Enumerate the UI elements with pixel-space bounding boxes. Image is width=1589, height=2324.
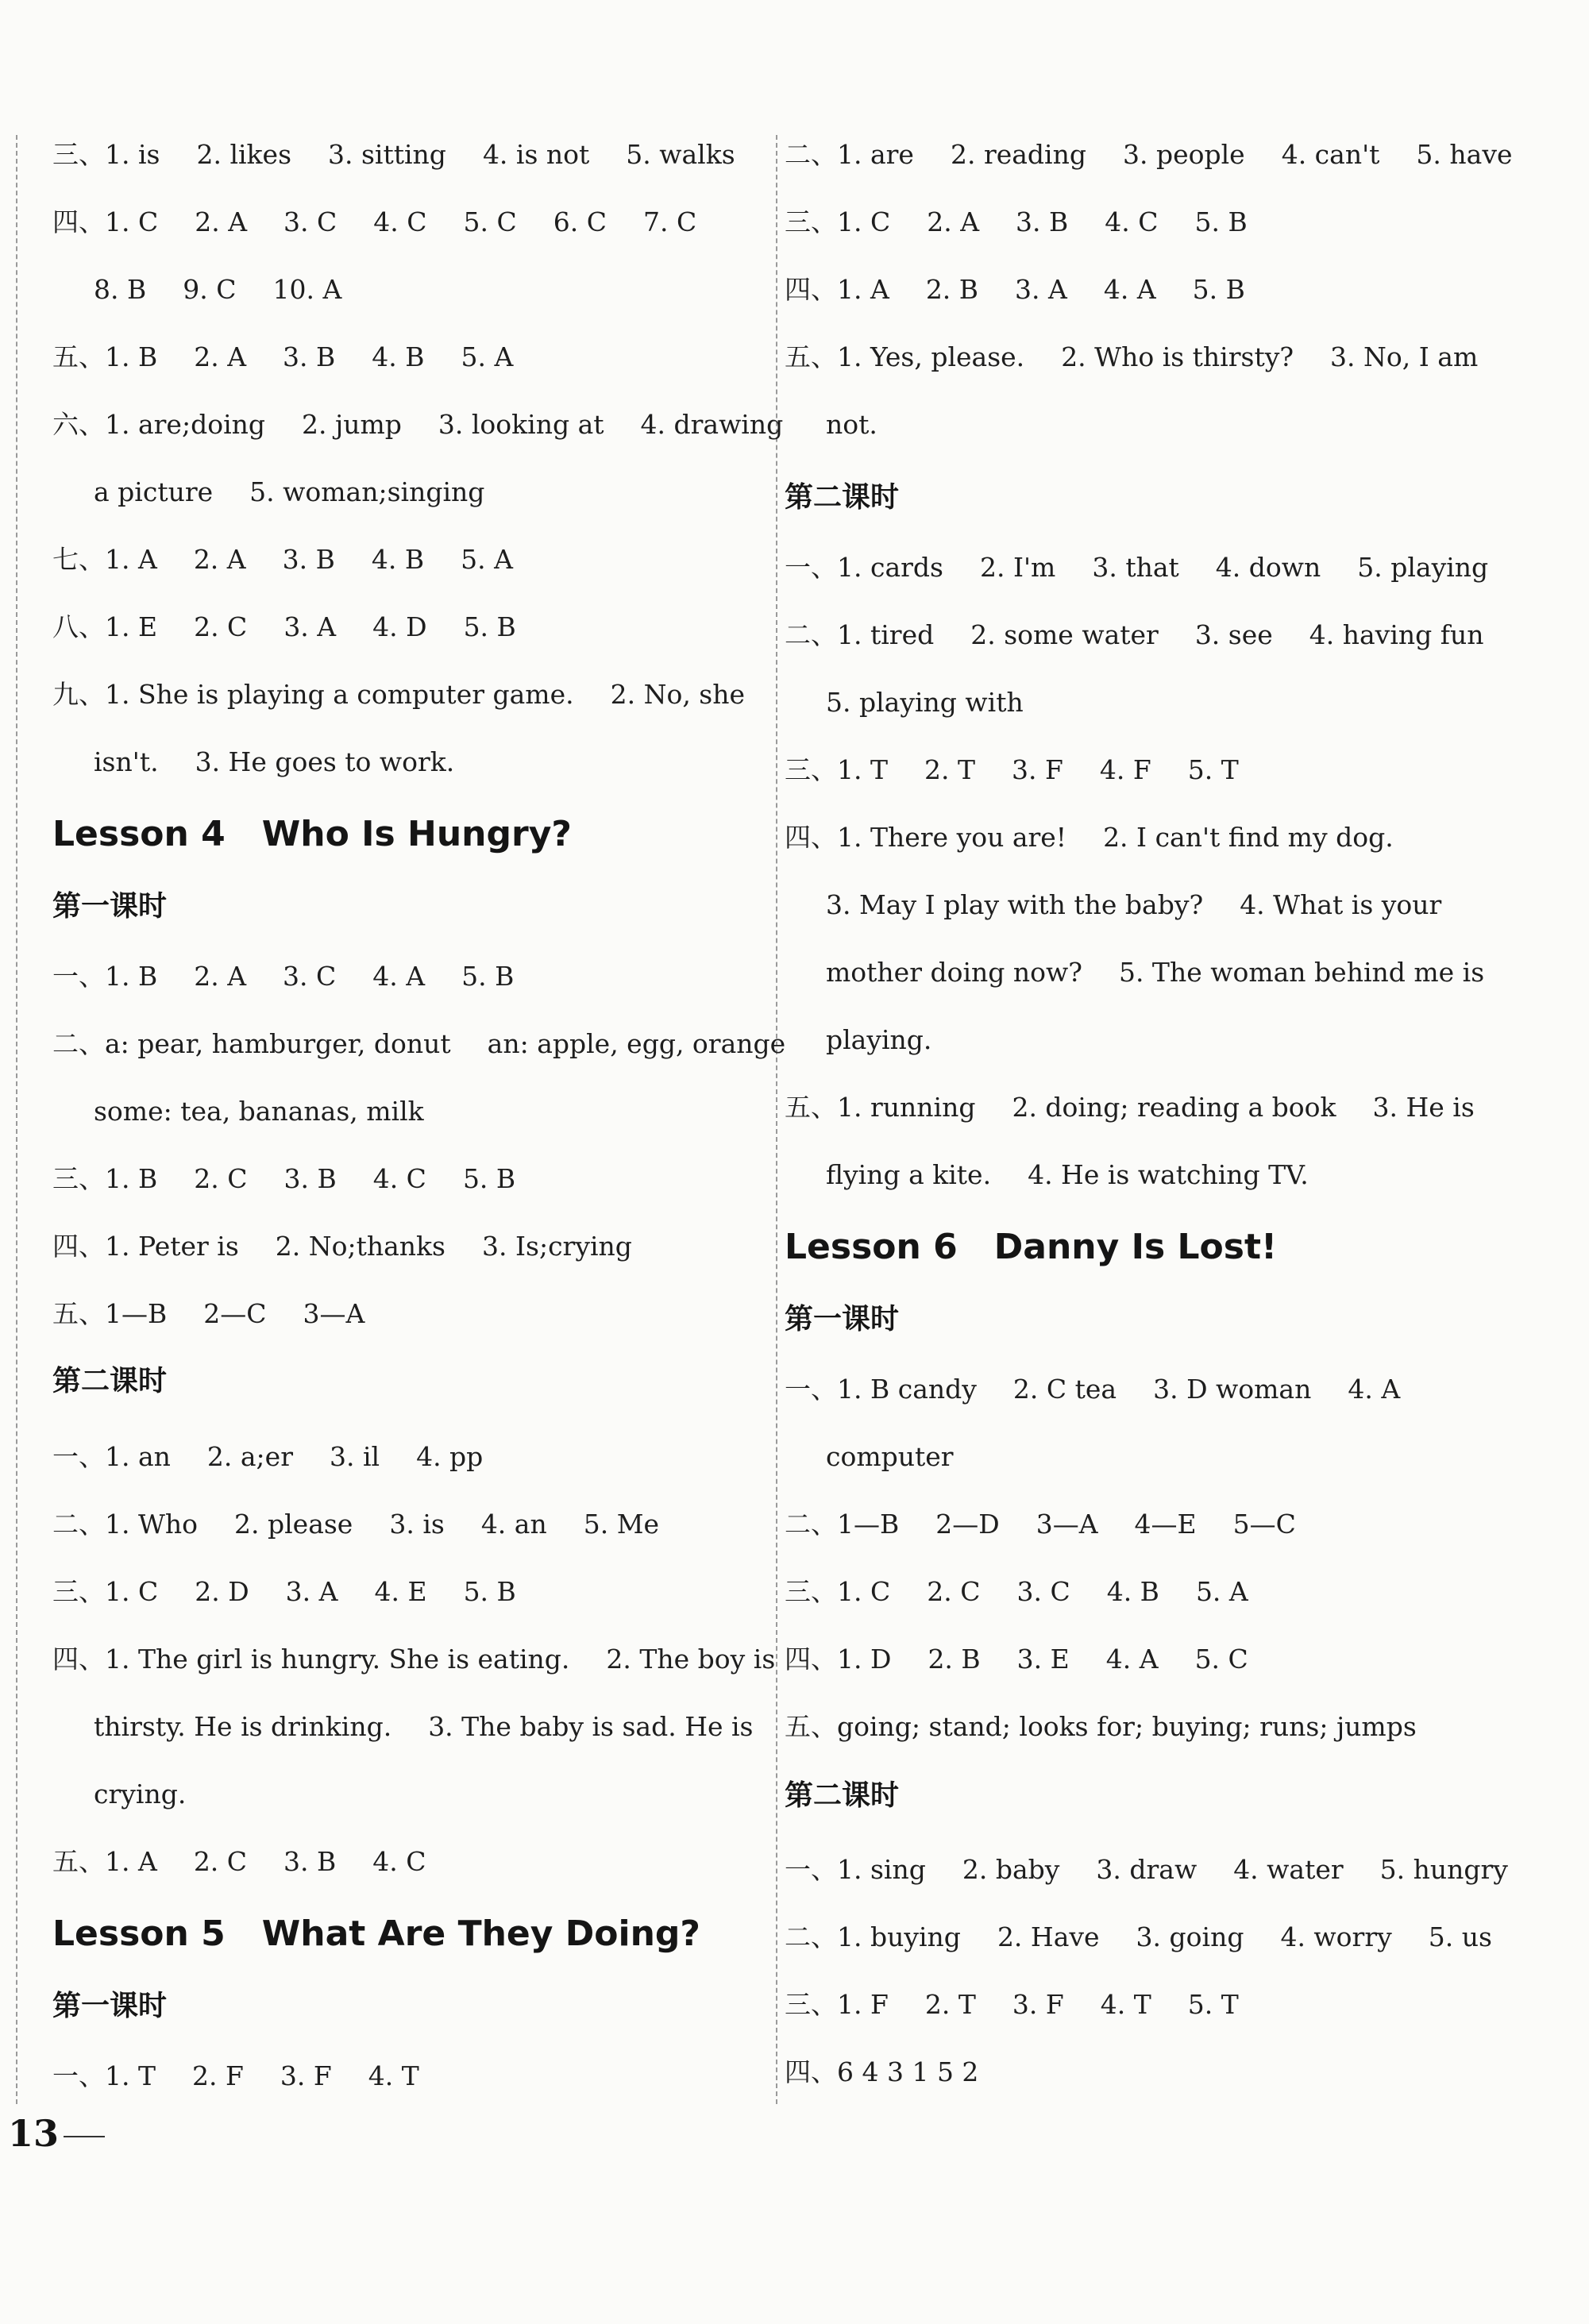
answer-item: 5. hungry	[1379, 1854, 1508, 1885]
answer-item: 3. No, I am	[1330, 341, 1479, 372]
answer-item: 4. A	[1105, 1644, 1159, 1675]
answer-item: 二、1. Who	[52, 1509, 199, 1540]
answer-item: 4. T	[368, 2060, 419, 2091]
answer-line	[826, 889, 1441, 921]
answer-item: 八、1. E	[52, 611, 158, 642]
answer-item: 3. is	[389, 1509, 445, 1540]
answer-item: 3. looking at	[438, 409, 604, 440]
answer-item: 4. can't	[1281, 139, 1380, 170]
answer-item: thirsty. He is drinking.	[94, 1711, 392, 1742]
answer-item: 5. C	[1194, 1644, 1248, 1675]
answer-item: 二、1. tired	[785, 619, 935, 650]
answer-item: 3. Is;crying	[482, 1231, 632, 1262]
answer-item: 3. B	[1016, 206, 1069, 237]
answer-item: 四、1. Peter is	[52, 1231, 239, 1262]
answer-item: 四、1. The girl is hungry. She is eating.	[52, 1644, 570, 1675]
answer-line	[785, 822, 1394, 854]
answer-item: 4. F	[1099, 754, 1151, 785]
answer-item: flying a kite.	[826, 1159, 992, 1190]
answer-item: 3. May I play with the baby?	[826, 889, 1204, 920]
answer-item: 3. B	[283, 341, 336, 372]
answer-line	[785, 341, 1478, 373]
answer-item: 4. A	[1103, 274, 1156, 305]
answer-item: 四、1. D	[785, 1644, 892, 1675]
answer-line	[785, 1921, 1492, 1953]
answer-item: 三、1. B	[52, 1163, 158, 1194]
answer-line	[52, 1644, 775, 1675]
answer-item: 2. T	[924, 1989, 976, 2020]
answer-item: 2. A	[195, 206, 248, 237]
answer-item: 4. drawing	[640, 409, 784, 440]
answer-item: 一、1. sing	[785, 1854, 926, 1885]
answer-line	[785, 1092, 1475, 1123]
answer-line	[826, 1159, 1309, 1191]
answer-item: 3. He is	[1372, 1092, 1475, 1123]
answer-item: 2. C	[193, 1846, 248, 1877]
answer-item: 7. C	[642, 206, 697, 237]
answer-item: 二、1. are	[785, 139, 914, 170]
answer-item: 4. B	[372, 341, 425, 372]
answer-line	[52, 409, 783, 441]
answer-item: 四、6 4 3 1 5 2	[785, 2056, 979, 2087]
lesson-6-heading	[785, 1227, 1277, 1268]
answer-item: 2—D	[935, 1509, 1000, 1540]
answer-line	[785, 754, 1239, 786]
section-heading: 第二课时	[785, 1779, 900, 1812]
answer-line	[785, 206, 1248, 238]
answer-item: 四、1. A	[785, 274, 889, 305]
answer-item: 3. A	[285, 1576, 338, 1607]
answer-item: 4. E	[374, 1576, 427, 1607]
answer-line	[94, 1779, 186, 1810]
answer-item: 三、1. C	[52, 1576, 159, 1607]
lesson-number: Lesson 5	[52, 1914, 226, 1954]
answer-item: 5. B	[462, 1163, 516, 1194]
answer-item: 2. No, she	[610, 679, 746, 710]
answer-item: 5. A	[461, 544, 513, 575]
answer-item: an: apple, egg, orange	[487, 1028, 786, 1059]
answer-item: 2. A	[193, 544, 246, 575]
answer-item: 2. No;thanks	[275, 1231, 445, 1262]
answer-item: 3. C	[1016, 1576, 1070, 1607]
answer-item: 二、1—B	[785, 1509, 900, 1540]
answer-item: 2—C	[203, 1298, 267, 1329]
answer-item: 6. C	[553, 206, 607, 237]
answer-item: 2. C	[194, 611, 248, 642]
answer-item: 一、1. B	[52, 961, 158, 992]
answer-item: 三、1. is	[52, 139, 160, 170]
answer-line	[826, 687, 1024, 719]
answer-item: 2. The boy is	[606, 1644, 776, 1675]
answer-item: mother doing now?	[826, 957, 1082, 988]
answer-item: 2. F	[192, 2060, 244, 2091]
answer-item: a picture	[94, 476, 214, 507]
answer-item: 2. baby	[962, 1854, 1060, 1885]
answer-item: 3—A	[1036, 1509, 1098, 1540]
answer-line	[826, 1024, 931, 1056]
answer-item: 5. B	[461, 961, 515, 992]
answer-line	[826, 409, 877, 441]
answer-item: 8. B	[94, 274, 147, 305]
answer-item: 5. playing	[1357, 552, 1489, 583]
answer-item: 5. The woman behind me is	[1118, 957, 1485, 988]
answer-item: 2. C tea	[1012, 1374, 1117, 1405]
answer-item: 2. doing; reading a book	[1012, 1092, 1336, 1123]
answer-item: 三、1. F	[785, 1989, 889, 2020]
answer-item: not.	[826, 409, 877, 440]
answer-line	[52, 1298, 364, 1330]
answer-item: some: tea, bananas, milk	[94, 1096, 424, 1127]
answer-item: 4. C	[372, 1846, 426, 1877]
answer-item: 4—E	[1134, 1509, 1197, 1540]
answer-item: 4. C	[372, 1163, 426, 1194]
answer-item: 5. B	[1192, 274, 1245, 305]
answer-line	[94, 1096, 424, 1127]
answer-item: 3. B	[283, 1846, 337, 1877]
answer-item: 5. A	[461, 341, 514, 372]
answer-item: 2. jump	[302, 409, 402, 440]
answer-line	[52, 1163, 515, 1195]
answer-item: 4. T	[1100, 1989, 1151, 2020]
answer-item: 3. going	[1136, 1921, 1244, 1952]
answer-item: 二、a: pear, hamburger, donut	[52, 1028, 451, 1059]
answer-item: 3. F	[1012, 754, 1063, 785]
answer-line	[94, 274, 341, 306]
answer-item: 4. B	[1106, 1576, 1159, 1607]
answer-line	[52, 611, 516, 643]
answer-item: 2. Have	[997, 1921, 1100, 1952]
answer-item: 4. pp	[416, 1441, 484, 1472]
answer-item: 2. A	[194, 961, 247, 992]
answer-item: 4. down	[1215, 552, 1321, 583]
answer-item: 5. B	[1194, 206, 1248, 237]
answer-line	[52, 1576, 516, 1608]
answer-item: 5. walks	[626, 139, 735, 170]
answer-item: 9. C	[183, 274, 237, 305]
answer-item: 四、1. There you are!	[785, 822, 1067, 853]
answer-item: 10. A	[272, 274, 342, 305]
answer-item: 3. D woman	[1153, 1374, 1312, 1405]
page-number-rule	[64, 2136, 105, 2137]
answer-item: 5. Me	[583, 1509, 660, 1540]
answer-line	[785, 2056, 978, 2088]
answer-item: 3. C	[283, 961, 337, 992]
answer-item: 五、going; stand; looks for; buying; runs; jumps	[785, 1711, 1417, 1742]
answer-line	[94, 1711, 753, 1743]
answer-item: 4. B	[371, 544, 425, 575]
answer-item: 3. B	[283, 1163, 337, 1194]
answer-line	[785, 1711, 1417, 1743]
answer-item: 4. A	[1348, 1374, 1401, 1405]
answer-item: 三、1. C	[785, 1576, 891, 1607]
answer-item: 一、1. an	[52, 1441, 171, 1472]
answer-item: 五、1. running	[785, 1092, 976, 1123]
answer-item: 三、1. C	[785, 206, 891, 237]
answer-item: 2. reading	[950, 139, 1086, 170]
lesson-4-heading	[52, 814, 572, 855]
answer-item: 3. F	[280, 2060, 332, 2091]
answer-line	[52, 1231, 632, 1262]
answer-item: 九、1. She is playing a computer game.	[52, 679, 574, 710]
answer-item: 3. E	[1016, 1644, 1070, 1675]
answer-line	[52, 139, 735, 171]
answer-item: crying.	[94, 1779, 187, 1809]
answer-line	[785, 552, 1488, 584]
answer-item: 五、1—B	[52, 1298, 168, 1329]
answer-item: 五、1. A	[52, 1846, 157, 1877]
answer-line	[52, 1028, 785, 1060]
answer-item: 3. people	[1122, 139, 1245, 170]
answer-line	[52, 679, 745, 711]
answer-item: 5. B	[463, 611, 516, 642]
section-heading: 第一课时	[52, 1990, 168, 2022]
answer-item: 3. see	[1194, 619, 1273, 650]
page-number: 13	[8, 2112, 60, 2155]
answer-line	[785, 274, 1245, 306]
answer-line	[826, 957, 1484, 989]
answer-item: 2. B	[928, 1644, 981, 1675]
answer-item: 4. A	[372, 961, 426, 992]
answer-item: 5. T	[1187, 1989, 1239, 2020]
answer-item: 3. that	[1092, 552, 1179, 583]
answer-line	[52, 1441, 483, 1473]
answer-item: 4. D	[372, 611, 427, 642]
answer-item: 4. worry	[1280, 1921, 1392, 1952]
section-heading: 第一课时	[785, 1303, 900, 1335]
answer-item: 一、1. T	[52, 2060, 156, 2091]
answer-item: 2. some water	[970, 619, 1159, 650]
answer-item: isn't.	[94, 746, 159, 777]
answer-item: 5. C	[463, 206, 517, 237]
answer-item: 七、1. A	[52, 544, 157, 575]
answer-item: 3. The baby is sad. He is	[428, 1711, 754, 1742]
answer-item: 5. T	[1187, 754, 1239, 785]
answer-item: 二、1. buying	[785, 1921, 961, 1952]
answer-item: 3. A	[1015, 274, 1067, 305]
answer-item: 3. draw	[1096, 1854, 1198, 1885]
answer-item: 五、1. Yes, please.	[785, 341, 1025, 372]
answer-line	[52, 544, 513, 576]
answer-item: 一、1. B candy	[785, 1374, 977, 1405]
answer-line	[785, 1374, 1400, 1405]
lesson-title: Danny Is Lost!	[993, 1227, 1278, 1267]
answer-item: 5. us	[1428, 1921, 1492, 1952]
answer-item: 2. I'm	[979, 552, 1056, 583]
answer-item: computer	[826, 1441, 954, 1472]
answer-item: 3. B	[282, 544, 335, 575]
answer-item: 3. sitting	[328, 139, 446, 170]
answer-item: 3. C	[283, 206, 337, 237]
lesson-5-heading	[52, 1914, 700, 1955]
answer-item: 4. an	[480, 1509, 547, 1540]
section-heading: 第二课时	[785, 481, 900, 514]
answer-item: playing.	[826, 1024, 932, 1055]
answer-item: 2. D	[195, 1576, 249, 1607]
answer-line	[785, 139, 1513, 171]
answer-item: 四、1. C	[52, 206, 159, 237]
answer-item: 三、1. T	[785, 754, 888, 785]
answer-line	[785, 1644, 1248, 1675]
answer-item: 5. A	[1195, 1576, 1248, 1607]
answer-item: 3. il	[329, 1441, 380, 1472]
answer-item: 2. T	[924, 754, 975, 785]
answer-item: 2. A	[194, 341, 247, 372]
answer-item: 2. Who is thirsty?	[1061, 341, 1294, 372]
answer-item: 4. C	[1105, 206, 1159, 237]
answer-item: 2. I can't find my dog.	[1103, 822, 1394, 853]
answer-line	[52, 1846, 426, 1878]
answer-item: 5. playing with	[826, 687, 1024, 718]
section-heading: 第二课时	[52, 1365, 168, 1397]
answer-line	[52, 206, 696, 238]
answer-item: 4. having fun	[1309, 619, 1484, 650]
answer-line	[785, 1854, 1508, 1886]
answer-line	[94, 476, 484, 508]
answer-item: 4. is not	[482, 139, 590, 170]
answer-line	[785, 1989, 1239, 2021]
answer-line	[826, 1441, 954, 1473]
lesson-number: Lesson 4	[52, 814, 226, 854]
answer-item: 5. B	[463, 1576, 516, 1607]
answer-item: 5. woman;singing	[249, 476, 485, 507]
answer-item: 2. A	[927, 206, 980, 237]
answer-item: 4. What is your	[1240, 889, 1442, 920]
answer-item: 3—A	[303, 1298, 365, 1329]
answer-item: 2. likes	[196, 139, 292, 170]
answer-line	[52, 341, 513, 373]
answer-item: 六、1. are;doing	[52, 409, 265, 440]
answer-line	[785, 1576, 1248, 1608]
answer-item: 3. He goes to work.	[195, 746, 455, 777]
answer-item: 2. a;er	[206, 1441, 293, 1472]
answer-item: 2. B	[925, 274, 979, 305]
answer-item: 5—C	[1232, 1509, 1296, 1540]
answer-line	[52, 2060, 419, 2092]
answer-item: 2. C	[927, 1576, 981, 1607]
answer-item: 3. A	[283, 611, 337, 642]
answer-item: 2. C	[194, 1163, 248, 1194]
answer-line	[94, 746, 454, 778]
lesson-title: What Are They Doing?	[261, 1914, 700, 1954]
answer-item: 3. F	[1012, 1989, 1064, 2020]
section-heading: 第一课时	[52, 890, 168, 923]
answer-item: 2. please	[234, 1509, 353, 1540]
left-margin-dashed-line	[16, 135, 17, 2104]
answer-item: 一、1. cards	[785, 552, 943, 583]
answer-line	[52, 961, 514, 992]
answer-line	[52, 1509, 659, 1540]
answer-line	[785, 1509, 1296, 1540]
lesson-title: Who Is Hungry?	[261, 814, 572, 854]
answer-item: 4. He is watching TV.	[1028, 1159, 1309, 1190]
answer-item: 五、1. B	[52, 341, 158, 372]
answer-item: 4. water	[1233, 1854, 1344, 1885]
lesson-number: Lesson 6	[785, 1227, 958, 1267]
answer-item: 5. have	[1416, 139, 1513, 170]
answer-line	[785, 619, 1483, 651]
answer-item: 4. C	[373, 206, 427, 237]
